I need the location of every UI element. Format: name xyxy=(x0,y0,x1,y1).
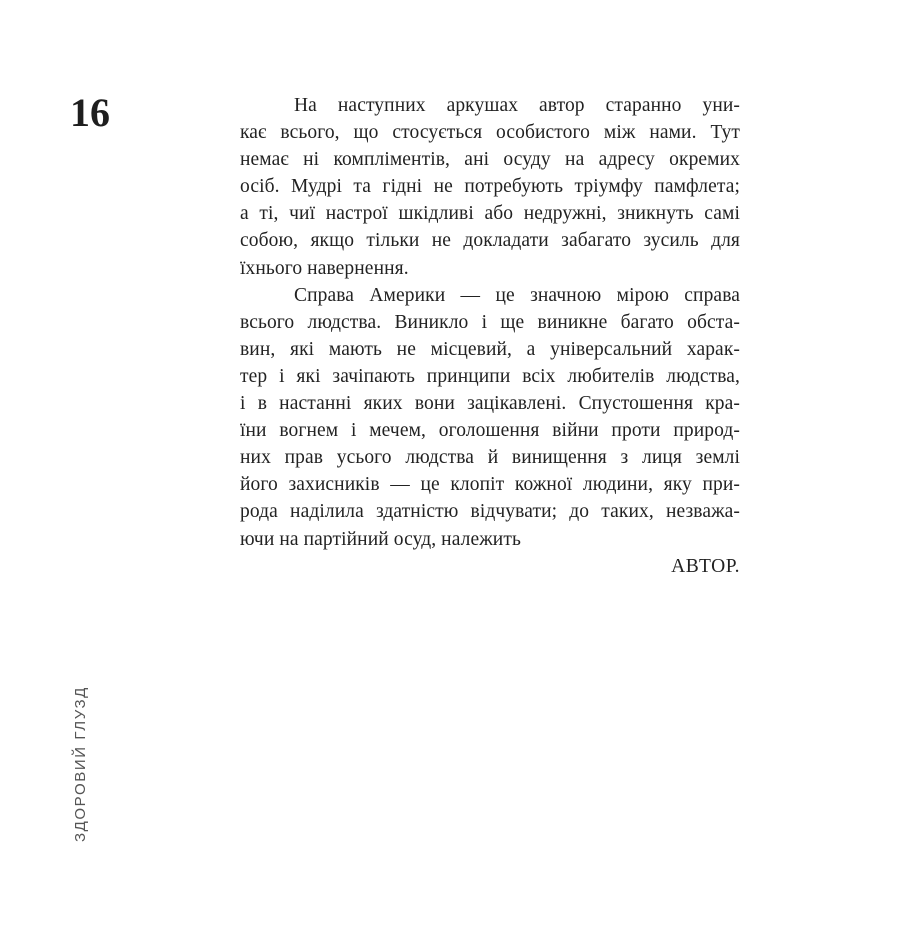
page-number: 16 xyxy=(70,90,110,135)
paragraph xyxy=(240,92,740,282)
running-title: ЗДОРОВИЙ ГЛУЗД xyxy=(72,686,89,842)
text-line: них прав усього людства й винищення з лиця землі xyxy=(240,447,740,469)
text-line: На наступних аркушах автор старанно уни- xyxy=(294,95,740,116)
text-line: осіб. Мудрі та гідні не потребують тріумфу памфлета; xyxy=(240,176,740,198)
author-signature: АВТОР. xyxy=(671,555,740,577)
text-line: всього людства. Виникло і ще виникне багато обста- xyxy=(240,311,740,333)
text-line: ючи на партійний осуд, належить xyxy=(240,528,521,550)
text-line: а ті, чиї настрої шкідливі або недружні, зникнуть самі xyxy=(240,203,740,225)
paragraph xyxy=(240,282,740,553)
text-line: тер і які зачіпають принципи всіх любителів людства, xyxy=(240,365,740,387)
text-line: його захисників — це клопіт кожної людини, яку при- xyxy=(240,474,740,496)
text-line: кає всього, що стосується особистого між нами. Тут xyxy=(240,122,740,144)
text-line: і в настанні яких вони зацікавлені. Спустошення кра- xyxy=(240,393,740,415)
text-line: рода наділила здатністю відчувати; до таких, незважа- xyxy=(240,501,740,523)
text-line: собою, якщо тільки не докладати забагато зусиль для xyxy=(240,230,740,252)
text-line: вин, які мають не місцевий, а універсальний харак- xyxy=(240,338,740,360)
text-line: Справа Америки — це значною мірою справа xyxy=(294,284,740,306)
text-line: немає ні компліментів, ані осуду на адресу окремих xyxy=(240,149,740,171)
text-line: їхнього навернення. xyxy=(240,257,409,279)
body-text xyxy=(240,92,740,580)
text-line: їни вогнем і мечем, оголошення війни проти природ- xyxy=(240,420,740,442)
